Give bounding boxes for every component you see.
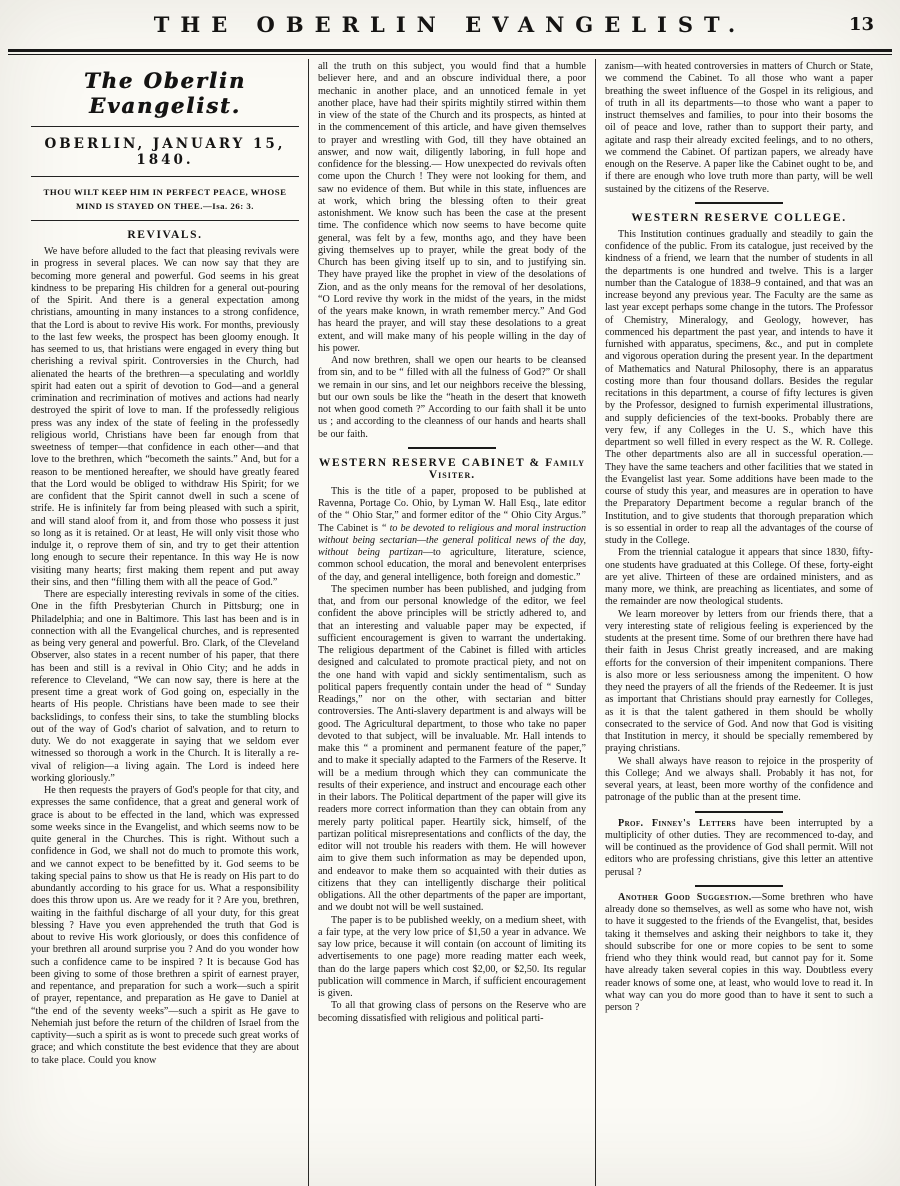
- page-number: 13: [848, 14, 874, 35]
- masthead-nameplate: The Oberlin Evangelist.: [83, 68, 247, 118]
- paper-title: THE OBERLIN EVANGELIST.: [153, 12, 747, 37]
- suggestion-lead: Another Good Suggestion.: [618, 891, 752, 903]
- column-left: [22, 59, 308, 1186]
- revivals-continuation: all the truth on this subject, you would find that a humble believer here, and and an obscure individual there, a poor mechanic in another place, and an unnoticed female in yet another place, have had their spirits mightily stirred within them in view of the state of the Church and its prospects, as hinted at in the commencement of this article, and have given themselves to prayer and wrestling with God, till they have obtained an answer, and now wait, diligently laboring, in full hope and confidence for the blessing.— How unexpected do revivals often come upon the Church ! They were not looking for them, and saw no evidence of them. But while in this state, influences are at work, which bring the blessing often to their great astonishment. We know such has been the case at the present time. The confidence which now seems to have become quite general, was felt by a few, months ago, and they have been giving themselves up to prayer, while the great body of the Church has been giving itself up to sin, and to justifying sin. They have prayed like the prophet in view of the desolations of Zion, and as the only means for the removal of her desolations, “O Lord revive thy work in the midst of the years, in the midst of the years make known, in wrath remember mercy.” And God has heard the prayer, and will stay these desolations to a great extent, and will make many of his people willing in the day of his power.: [318, 61, 586, 354]
- revivals-closing: And now brethren, shall we open our hearts to be cleansed from sin, and to be “ filled with all the fulness of God?” Or shall we remain in our sins, and let our neighbors receive the blessing, but our own souls be like the “heath in the desert that knoweth not when good cometh ?” According to our faith shall it be unto us ; and according to the cleanness of our hands and hearts shall be our faith.: [318, 355, 586, 440]
- cabinet-title-smallcaps: Family Visiter.: [428, 456, 586, 481]
- section-title-cabinet: [318, 457, 586, 481]
- column-right: [596, 59, 882, 1186]
- cabinet-title-caps: WESTERN RESERVE CABINET &: [318, 456, 546, 469]
- college-paragraphs: [605, 229, 873, 805]
- paragraph: We shall always have reason to rejoice in the prosperity of this College; And we always shall. Probably it has not, for several years, at least, been more worthy of the confidence and patronage of the public than at the present time.: [605, 755, 873, 804]
- scripture-motto: THOU WILT KEEP HIM IN PERFECT PEACE, WHOSE MIND IS STAYED ON THEE.—Isa. 26: 3.: [43, 187, 287, 212]
- revivals-paragraphs: [31, 246, 299, 1067]
- rule: [31, 220, 299, 221]
- suggestion-text: —Some brethren who have already done so themselves, as well as some who have not, wish to have it suggested to the friends of the Evangelist, that, besides taking it themselves and asking their neighbors to take it, they should subscribe for one or more copies to be sent to some friend who they think would read, but cannot pay for it. Some have already taken several copies in this way. Doubtless every reader knows of some one, at least, who would love to read it. In what way can you do more good than to have it sent to such a person ?: [605, 891, 873, 1013]
- rule: [31, 126, 299, 127]
- cabinet-p1-pre: This is the title of a paper, proposed to be published at Ravenna, Portage Co. Ohio, by Lyman W. Hall Esq., late editor of the “ Ohio Star,” and former editor of the “ Ohio City Argus.” The Cabinet is: [318, 485, 586, 534]
- cabinet-paragraphs: [318, 584, 586, 1025]
- page-header: [0, 0, 900, 46]
- finney-letters-note: [605, 818, 873, 879]
- dateline: OBERLIN, JANUARY 15, 1840.: [44, 136, 286, 168]
- paragraph: We have before alluded to the fact that pleasing revivals were in progress in several places. We can now say that they are becoming more general and powerful. God seems in his great kindness to be preparing His children for a general out-pouring of the Spirit. And there is a general expectation among christians, amounting in many instances to a strong confidence, that the Lord is about to revive His work. For months, previously to the last few weeks, the prospect has been gloomy enough. It has seemed to us, that hristians were engaged in every thing but cherishing a revival spirit. Controversies in the Church, had alienated the hearts of the brethren—a speculating and worldly spirit had eaten out a spirit of devotion to God—and a general crimination and recrimination of motives and actions had nearly destroyed the spirit of love to man. If the professedly religious press was any index of the state of feeling in the professedly religious world, Christians have been far enough from that sweetness of temper—that confidence in each other—and that love to the brethren, which “becometh the saints.” And, but for a reason to be mentioned hereafter, we should have greatly feared that the Lord would be obliged to withdraw His Spirit; for we are confident that the Spirit cannot dwell in such a scene of strife. He is infinitely far from being pleased with such a spirit, and will stand aloof from it, and from those who possess it just so long as it is retained. Or at least, He will only visit those who indulge it, o reprove them of sin, and try to get their attention long enough to secure their repentance. In this way He is now visiting many hearts; first making them repent and put away their sins, and then “filling them with all the peace of God.”: [31, 246, 299, 588]
- paragraph: We learn moreover by letters from our friends there, that a very interesting state of religious feeling is experienced by the students at the present time. Some of our brethren there have had their faith in Jesus Christ greatly increased, and are making efforts for the conversion of their impenitent companions. There is also more or less seriousness among the impenitent. O how they need the prayers of all the friends of the Redeemer. It is just as important that Christians should pray earnestly for Colleges, as it is that the talent gathered in them should be wholly consecrated to the service of God. And now that God is visiting that Institution in mercy, it should be specially remembered by praying christians.: [605, 608, 873, 755]
- paragraph: He then requests the prayers of God's people for that city, and expresses the same confidence, that a great and general work of grace is about to be effected in the land, which was expressed some weeks since in the Evangelist, and which seems now to be quite general in the Churches. This is right. Without such a confidence in God, we shall not do much to promote this work, and we cannot expect to be benefitted by it. God seems to be taking special pains to show us that He is ready on His part to do abundantly according to his grace for us. What a responsibility does this throw upon us. Are we ready for it ? Are you, brethren, waiting in the faithful discharge of all your duty, for this great blessing ? Have you even apprehended the truth that God is about to revive His work gloriously, or does this confidence of your brethren all around surprise you ? And do you wonder how such a confidence came to be inspired ? It is because God has been giving to some of those brethren a spirit of earnest prayer, and repentance, and preparation for such a work—such a spirit of prayer, repentance, and preparation as He gave to Daniel at “the end of the seventy weeks”—such a spirit as He gave to Nehemiah just before the return of the children of Israel from the captivity—such a spirit as is wont to precede such great works of grace; and which constitute the best evidence that they are about to take place. Could you know: [31, 785, 299, 1066]
- section-separator: [695, 811, 783, 813]
- paragraph: The paper is to be published weekly, on a medium sheet, with a fair type, at the very low price of $1,50 a year in advance. We say low price, because it will contain (on account of limiting its advertisements to one page) more reading matter each week, than do the large papers which cost $2,00, or $2,50. Its regular publication will commence in March, if sufficient encouragement is given.: [318, 914, 586, 999]
- paragraph: From the triennial catalogue it appears that since 1830, fifty-one students have graduated at this College. Of these, forty-eight are yet alive. Thirteen of these are ordained ministers, and as many more, we think, are preaching as licentiates, and some of the remainder are now theological students.: [605, 547, 873, 608]
- columns: [0, 55, 900, 1186]
- section-title-college: WESTERN RESERVE COLLEGE.: [631, 211, 847, 224]
- paragraph: To all that growing class of persons on the Reserve who are becoming dissatisfied with religious and political parti-: [318, 1000, 586, 1024]
- section-separator: [695, 885, 783, 887]
- section-separator: [408, 447, 496, 449]
- paragraph: This Institution continues gradually and steadily to gain the confidence of the public. From its catalogue, just received by the kindness of a friend, we learn that the number of students in all the departments is one hundred and twelve. This is a larger number than the Catalogue of 1838–9 contained, and that was an increase beyond any previous year. The Faculty are the same as last year except perhaps some change in the tutors. The Professor of Chemistry, Mineralogy, and Geology, however, has commenced his department the past year, and intends to have it furnished with apparatus, specimens, &c., and put in complete and vigorous operation during the present year. In the department of Mathematics and Natural Philosophy, there is an apparatus costing more than four thousand dollars. Besides the regular recitations in this department, a course of fifty lectures is given by the Professor, designed to furnish experimental illustrations, and supply deficiencies of the text-books. Probably there are very few, if any Colleges in the U. S., which have this department so well filled in every respect as the W. R. College. The other departments also are all in successful operation.— They have the same teachers and other facilities that we stated in the Evangelist last year. Some additions have been made to the course of study this year, and measures are in operation to have the Preparatory Department become a regular branch of the Institution, and to give students that thorough preparation which is so essential in order to reap all the advantages of the course of study in the College.: [605, 228, 873, 546]
- cabinet-paragraph-1: [318, 486, 586, 584]
- good-suggestion-note: [605, 892, 873, 1015]
- section-separator: [695, 202, 783, 204]
- cabinet-continuation: zanism—with heated controversies in matters of Church or State, we commend the Cabinet. To all those who want a paper breathing the sweet influence of the Gospel in its religious, and of truth in all its departments—to those who want a paper to instruct themselves and families, to pour into their bosoms the oil of peace and love, rather than to support their party, and agitate and rasp their already excited feelings, and to no others, we commend the Cabinet. Of partizan papers, we already have enough on the Reserve. A paper like the Cabinet ought to be, and if there are enough who love truth more than party, will be well sustained by the citizens of the Reserve.: [605, 61, 873, 195]
- cabinet-p1-post: —to agriculture, literature, science, common school education, the moral and benevolent enterprises of the day, and general intelligence, both foreign and domestic.”: [318, 547, 586, 583]
- section-title-revivals: REVIVALS.: [127, 229, 203, 242]
- finney-text: have been interrupted by a multiplicity of other duties. They are recommenced to-day, and will be continued as the providence of God shall permit. Will not editors who are professing christians, give this letter an attentive perusal ?: [605, 817, 873, 878]
- column-middle: [308, 59, 596, 1186]
- rule: [31, 176, 299, 177]
- paragraph: The specimen number has been published, and judging from that, and from our personal knowledge of the editor, we feel confident the above principles will be strictly adhered to, and that an interesting and valuable paper may be expected, if sufficient encouragement is given to warrant the undertaking. The religious department of the Cabinet is filled with articles designed and calculated to promote practical piety, and not on the one hand with vapid and sickly sentimentalism, such as political papers frequently contain under the head of “ Sunday Readings,” nor on the other, with sectarian and bitter controversies. The Anti-slavery department is and always will be good. The Agricultural department, to those who take no paper devoted to that subject, will be invaluable. Mr. Hall intends to make this “ a prominent and permanent feature of the paper,” and to make it specially adapted to the Farmers of the Reserve. It will be a medium through which they can communicate the results of their experience, and instruct and encourage each other in their labors. The Political department of the paper will give its readers more correct information than they can obtain from any merely party political paper. Heartily sick, himself, of the partizan political misrepresentations and conflicts of the day, the editor will not trouble his readers with them. He will however aim to give them such information as may be depended upon, and endeavor to make them so acquainted with their duties as citizens that they can intelligently discharge their political obligations. All the other departments of the paper are important, and we doubt not will be well sustained.: [318, 583, 586, 914]
- cabinet-p1-italic: “ to be devoted to religious and moral instruction without being sectarian—the general political news of the day, without being partizan: [318, 522, 586, 558]
- paragraph: There are especially interesting revivals in some of the cities. One in the fifth Presbyterian Church in Pittsburg; one in Philadelphia; and one in Baltimore. This last has been and is in connection with all the Evangelical churches, and is represented as being very general and powerful. Bro. Clark, of the Cleveland Observer, also states in a recent number of his paper, that there has been and still is a revival in Ohio City; and he adds in reference to Cleveland, “We can now say, there is here at the present time a great work of God going on, especially in the hearts of His people. Christians have been made to see their backslidings, to confess their sins, to take the stumbling blocks out of the way of God's chariot of salvation, and to return to duty. We do not exaggerate in saying that we seldom ever witnessed so thorough a work in the Church. It is literally a re-vival of religion—a living again. The Lord is indeed here working gloriously.”: [31, 589, 299, 784]
- finney-lead: Prof. Finney's Letters: [618, 817, 737, 829]
